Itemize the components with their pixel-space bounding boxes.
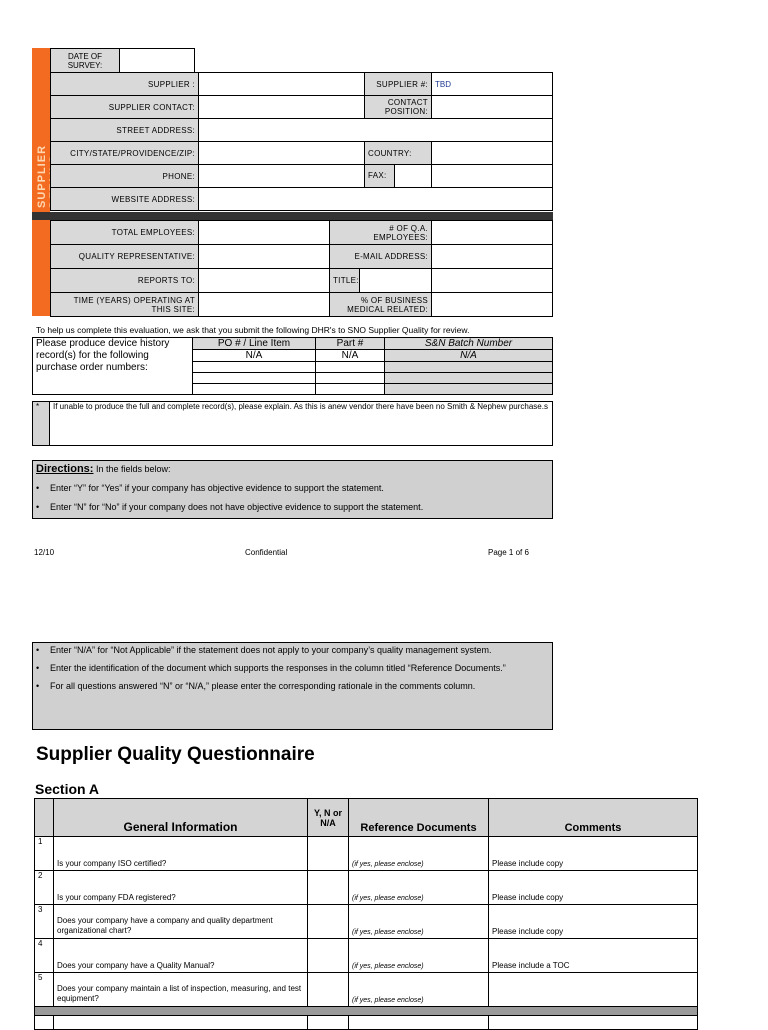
row-num: 3 (35, 905, 54, 939)
quality-rep-label: QUALITY REPRESENTATIVE: (51, 245, 199, 269)
row-comment[interactable]: Please include copy (489, 905, 698, 939)
dhr-intro: To help us complete this evaluation, we ask that you submit the following DHR's to SNO Supplier Quality for review. (36, 325, 470, 335)
dhr-table (32, 337, 553, 395)
pct-business-field[interactable] (432, 293, 553, 317)
phone-field[interactable] (199, 165, 365, 188)
contact-position-label: CONTACT POSITION: (365, 96, 432, 119)
dhr-cell-part-1[interactable]: N/A (316, 350, 385, 362)
header-ynna: Y, N or N/A (308, 799, 349, 837)
table-divider (35, 1007, 698, 1016)
dhr-cell-part-4[interactable] (316, 384, 385, 395)
directions2-item-2: • Enter the identification of the document which supports the responses in the column titled “Reference Documents.” (33, 663, 552, 674)
supplier-num-label: SUPPLIER #: (365, 73, 432, 96)
dhr-cell-batch-3[interactable] (385, 373, 553, 384)
dhr-note-star: * (33, 402, 50, 446)
section-a-table (34, 798, 698, 1030)
title-cell (330, 269, 432, 293)
row-reference[interactable]: (if yes, please enclose) (349, 905, 489, 939)
supplier-details-label: SUPPLIER (36, 144, 48, 208)
questionnaire-title: Supplier Quality Questionnaire (36, 744, 315, 765)
title-label: TITLE: (330, 269, 360, 292)
table-divider-row (35, 1007, 698, 1016)
time-operating-label: TIME (YEARS) OPERATING AT THIS SITE: (51, 293, 199, 317)
fax-cell (365, 165, 432, 188)
dhr-cell-batch-2[interactable] (385, 362, 553, 373)
dhr-cell-po-2[interactable] (193, 362, 316, 373)
dhr-cell-po-4[interactable] (193, 384, 316, 395)
table-row (35, 973, 698, 1007)
table-row (35, 1016, 698, 1030)
dhr-cell-po-1[interactable]: N/A (193, 350, 316, 362)
row-num: 2 (35, 871, 54, 905)
title-field[interactable] (360, 269, 431, 292)
city-field[interactable] (199, 142, 365, 165)
country-label: COUNTRY: (365, 142, 432, 165)
row-num: 4 (35, 939, 54, 973)
date-of-survey-label: DATE OF SURVEY: (51, 49, 120, 73)
qa-employees-field[interactable] (432, 221, 553, 245)
email-label: E-MAIL ADDRESS: (330, 245, 432, 269)
website-label: WEBSITE ADDRESS: (51, 188, 199, 211)
table-row (35, 837, 698, 871)
section-divider (32, 212, 553, 220)
row-reference[interactable]: (if yes, please enclose) (349, 837, 489, 871)
row-reference[interactable]: (if yes, please enclose) (349, 871, 489, 905)
supplier-num-field[interactable]: TBD (432, 73, 553, 96)
footer-page: Page 1 of 6 (488, 548, 529, 557)
dhr-header-po: PO # / Line Item (193, 338, 316, 350)
header-reference: Reference Documents (349, 799, 489, 837)
row-question: Does your company maintain a list of inspection, measuring, and test equipment? (54, 973, 308, 1007)
directions-item-1: • Enter “Y” for “Yes” if your company has objective evidence to support the statement. (33, 483, 552, 494)
table-row (35, 939, 698, 973)
row-answer-field[interactable] (308, 905, 349, 939)
employee-sidebar (32, 220, 50, 316)
row-num: 5 (35, 973, 54, 1007)
fax-label: FAX: (365, 165, 395, 187)
pct-business-label: % OF BUSINESS MEDICAL RELATED: (330, 293, 432, 317)
row-answer-field[interactable] (308, 837, 349, 871)
fax-field-extra[interactable] (432, 165, 553, 188)
row-question: Does your company have a Quality Manual? (54, 939, 308, 973)
dhr-note-table (32, 401, 553, 446)
dhr-cell-batch-4[interactable] (385, 384, 553, 395)
directions-title: Directions: (36, 463, 94, 475)
row-reference[interactable] (349, 1016, 489, 1030)
header-comments: Comments (489, 799, 698, 837)
reports-to-field[interactable] (199, 269, 330, 293)
supplier-field[interactable] (199, 73, 365, 96)
dhr-note-text[interactable]: If unable to produce the full and complete record(s), please explain. As this is anew vendor there have been no Smith & Nephew purchase.s (50, 402, 553, 446)
website-field[interactable] (199, 188, 553, 211)
row-comment[interactable]: Please include a TOC (489, 939, 698, 973)
row-comment[interactable] (489, 973, 698, 1007)
street-address-field[interactable] (199, 119, 553, 142)
city-label: CITY/STATE/PROVIDENCE/ZIP: (51, 142, 199, 165)
row-comment[interactable]: Please include copy (489, 871, 698, 905)
supplier-label: SUPPLIER : (51, 73, 199, 96)
date-of-survey-field[interactable] (120, 49, 195, 73)
dhr-cell-part-3[interactable] (316, 373, 385, 384)
qa-employees-label: # OF Q.A. EMPLOYEES: (330, 221, 432, 245)
fax-field[interactable] (395, 165, 431, 187)
directions-intro: In the fields below: (93, 464, 171, 474)
row-comment[interactable]: Please include copy (489, 837, 698, 871)
row-reference[interactable]: (if yes, please enclose) (349, 973, 489, 1007)
row-reference[interactable]: (if yes, please enclose) (349, 939, 489, 973)
dhr-header-batch: S&N Batch Number (385, 338, 553, 350)
row-answer-field[interactable] (308, 871, 349, 905)
directions2-item-1: • Enter “N/A” for “Not Applicable” if the statement does not apply to your company’s quality management system. (33, 645, 552, 656)
directions-continued-box (32, 642, 553, 730)
row-answer-field[interactable] (308, 1016, 349, 1030)
country-field[interactable] (432, 142, 553, 165)
email-field[interactable] (432, 245, 553, 269)
row-question: Is your company FDA registered? (54, 871, 308, 905)
reports-to-label: REPORTS TO: (51, 269, 199, 293)
footer-date: 12/10 (34, 548, 55, 557)
section-title: Section A (35, 781, 100, 797)
phone-label: PHONE: (51, 165, 199, 188)
table-row (35, 905, 698, 939)
time-operating-field[interactable] (199, 293, 330, 317)
row-num (35, 1016, 54, 1030)
total-employees-label: TOTAL EMPLOYEES: (51, 221, 199, 245)
supplier-contact-field[interactable] (199, 96, 365, 119)
table-row (35, 871, 698, 905)
row-question: Is your company ISO certified? (54, 837, 308, 871)
directions-box (32, 460, 553, 519)
row-answer-field[interactable] (308, 973, 349, 1007)
directions-item-2: • Enter “N” for “No” if your company does not have objective evidence to support the statement. (33, 502, 552, 513)
directions2-item-3: • For all questions answered “N” or “N/A,” please enter the corresponding rationale in the comments column. (33, 681, 552, 692)
supplier-contact-label: SUPPLIER CONTACT: (51, 96, 199, 119)
footer-confidential: Confidential (245, 548, 288, 557)
row-num: 1 (35, 837, 54, 871)
dhr-request-text: Please produce device history record(s) for the following purchase order numbers: (33, 338, 193, 395)
total-employees-field[interactable] (199, 221, 330, 245)
contact-position-field[interactable] (432, 96, 553, 119)
quality-rep-field[interactable] (199, 245, 330, 269)
row-question (54, 1016, 308, 1030)
title-field-extra[interactable] (432, 269, 553, 293)
dhr-header-part: Part # (316, 338, 385, 350)
row-comment[interactable] (489, 1016, 698, 1030)
dhr-cell-batch-1[interactable]: N/A (385, 350, 553, 362)
dhr-cell-part-2[interactable] (316, 362, 385, 373)
header-num (35, 799, 54, 837)
row-answer-field[interactable] (308, 939, 349, 973)
street-address-label: STREET ADDRESS: (51, 119, 199, 142)
dhr-cell-po-3[interactable] (193, 373, 316, 384)
header-general-info: General Information (54, 799, 308, 837)
directions-heading (33, 461, 552, 477)
row-question: Does your company have a company and quality department organizational chart? (54, 905, 308, 939)
